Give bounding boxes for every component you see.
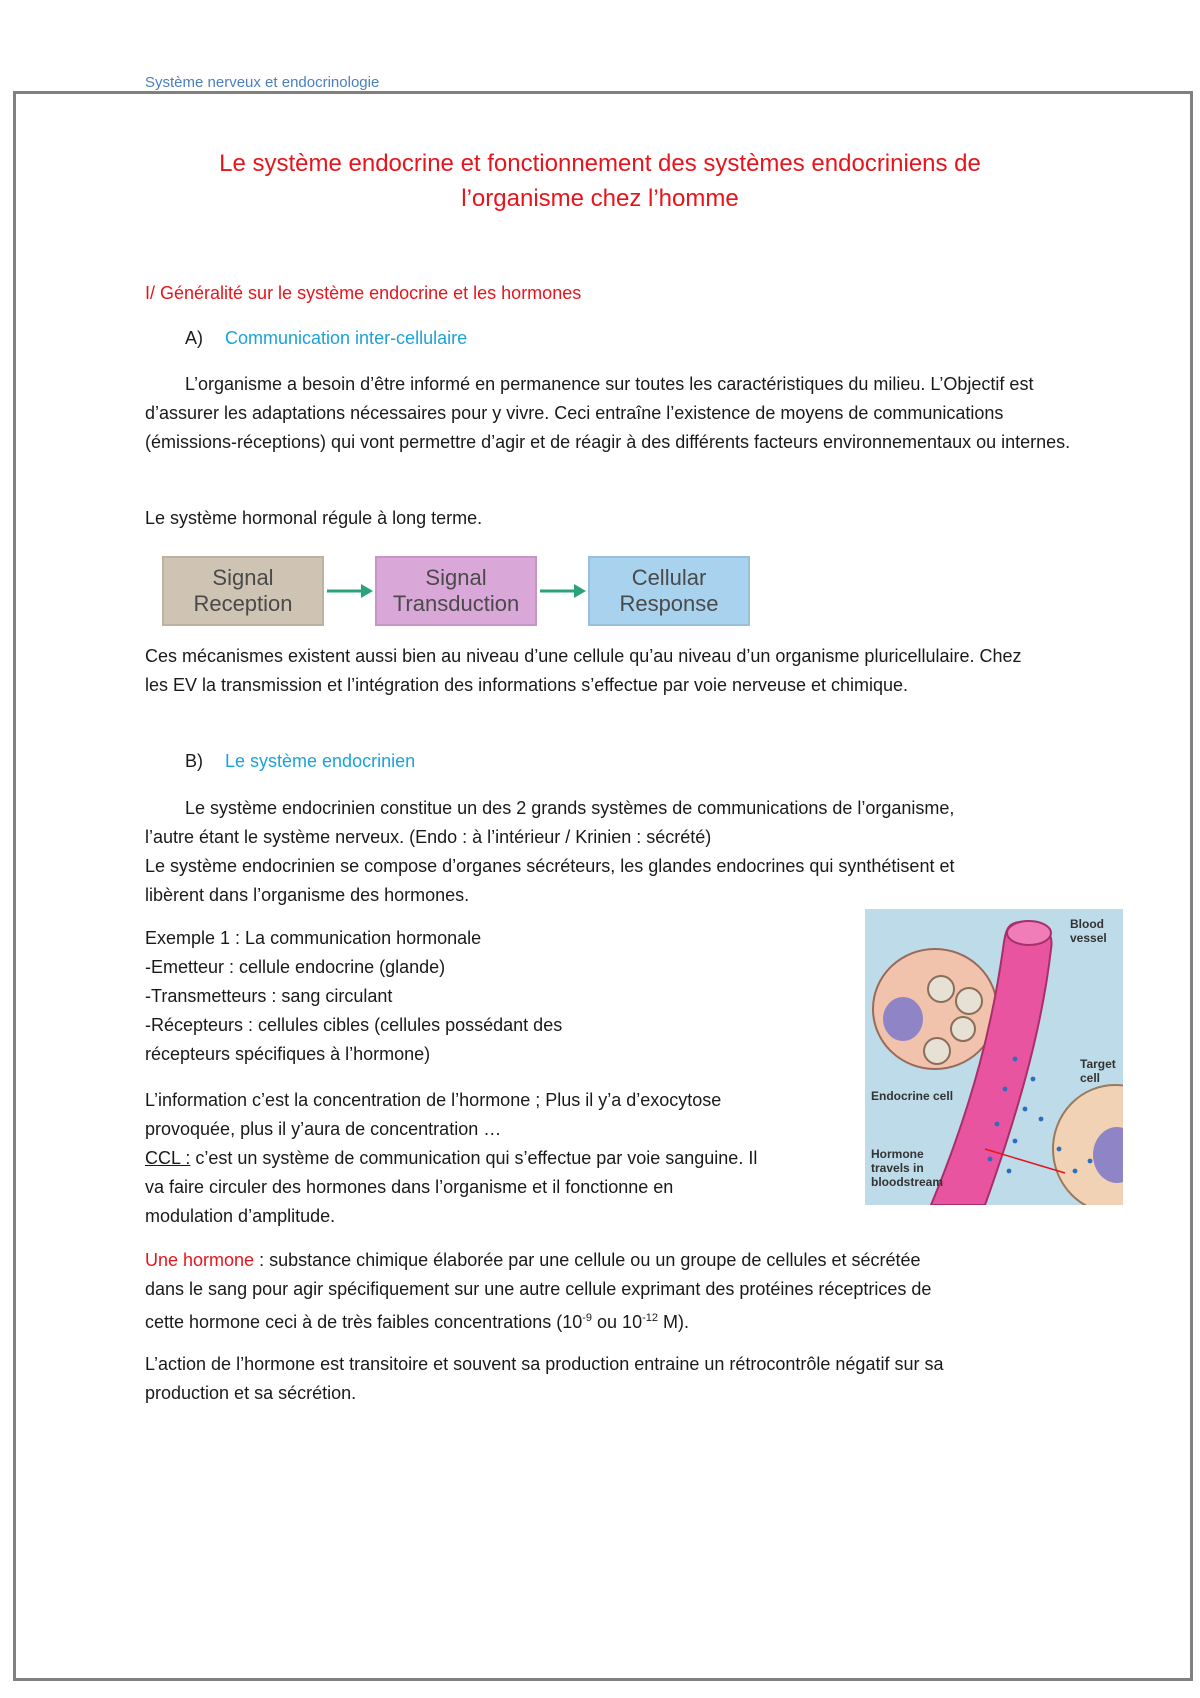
information-block [145, 1086, 865, 1231]
exponent: -12 [642, 1312, 658, 1324]
text-line: L’action de l’hormone est transitoire et souvent sa production entraine un rétrocontrôle négatif sur sa [145, 1354, 944, 1374]
example-item: -Transmetteurs : sang circulant [145, 986, 393, 1006]
signal-reception-box: Signal Reception [162, 556, 324, 626]
text-line: l’autre étant le système nerveux. (Endo : à l’intérieur / Krinien : sécrété) [145, 827, 712, 847]
example-item: -Récepteurs : cellules cibles (cellules possédant des [145, 1015, 563, 1035]
text-fragment: cette hormone ceci à de très faibles concentrations (10 [145, 1312, 583, 1332]
subsection-a-title: Communication inter-cellulaire [225, 328, 468, 348]
figure-label-target-cell: Target cell [1080, 1057, 1116, 1085]
paragraph-endocrine-system [145, 794, 1085, 910]
page-title [100, 146, 1100, 216]
signal-transduction-box: Signal Transduction [375, 556, 537, 626]
cellular-response-box: Cellular Response [588, 556, 750, 626]
example-item: -Emetteur : cellule endocrine (glande) [145, 957, 446, 977]
paragraph-hormonal-regulation: Le système hormonal régule à long terme. [145, 508, 483, 528]
title-line-1: Le système endocrine et fonctionnement des systèmes endocriniens de [219, 150, 981, 177]
figure-label-blood-vessel: Blood vessel [1070, 917, 1107, 945]
exponent: -9 [582, 1312, 593, 1324]
figure-label-hormone: Hormone travels in bloodstream [871, 1147, 944, 1189]
running-header: Système nerveux et endocrinologie [145, 74, 380, 91]
title-line-2: l’organisme chez l’homme [461, 185, 739, 212]
hormone-definition [145, 1246, 1095, 1337]
hormone-transport-figure [865, 909, 1123, 1205]
text-fragment: M). [657, 1312, 689, 1332]
text-line: Le système endocrinien constitue un des 2 grands systèmes de communications de l’organisme, [185, 798, 955, 818]
paragraph-communication: L’organisme a besoin d’être informé en permanence sur toutes les caractéristiques du milieu. L’Objectif est d’assurer les adaptations nécessaires pour y vivre. Ceci entraîne l’existence de moyens de communications (émissions-réceptions) qui vont permettre d’agir et de réagir à des différents facteurs environnementaux ou internes. [145, 374, 1071, 452]
text-line: va faire circuler des hormones dans l’organisme et il fonctionne en [145, 1177, 674, 1197]
hormone-definition-text: : substance chimique élaborée par une cellule ou un groupe de cellules et sécrétée [254, 1250, 921, 1270]
subsection-b-title: Le système endocrinien [225, 751, 416, 771]
section-heading-1: I/ Généralité sur le système endocrine et les hormones [145, 283, 582, 303]
hormone-action [145, 1350, 1095, 1408]
subsection-a-heading [185, 328, 467, 349]
subsection-b-label: B) [185, 751, 203, 771]
text-line: L’information c’est la concentration de l’hormone ; Plus il y’a d’exocytose [145, 1090, 722, 1110]
text-line: dans le sang pour agir spécifiquement sur une autre cellule exprimant des protéines réceptrices de [145, 1279, 932, 1299]
arrow-icon [538, 582, 588, 600]
text-line: Le système endocrinien se compose d’organes sécréteurs, les glandes endocrines qui synthétisent et [145, 856, 955, 876]
ccl-text: c’est un système de communication qui s’effectue par voie sanguine. Il [190, 1148, 758, 1168]
figure-label-endocrine-cell: Endocrine cell [871, 1089, 954, 1103]
arrow-icon [325, 582, 375, 600]
signal-diagram [162, 556, 752, 626]
example-block [145, 924, 845, 1069]
text-line: modulation d’amplitude. [145, 1206, 336, 1226]
text-line [145, 1246, 1095, 1275]
subsection-a-label: A) [185, 328, 203, 348]
example-title: Exemple 1 : La communication hormonale [145, 928, 482, 948]
text-line [145, 1144, 865, 1173]
ccl-label: CCL : [145, 1148, 191, 1168]
text-line: production et sa sécrétion. [145, 1383, 357, 1403]
hormone-term: Une hormone [145, 1250, 255, 1270]
text-line: provoquée, plus il y’aura de concentration … [145, 1119, 502, 1139]
subsection-b-heading [185, 751, 415, 772]
text-fragment: ou 10 [592, 1312, 643, 1332]
paragraph-mechanisms: Ces mécanismes existent aussi bien au niveau d’une cellule qu’au niveau d’un organisme pluricellulaire. Chez les EV la transmission et l’intégration des informations s’effectue par voie nerveuse et chimique. [145, 646, 1022, 695]
example-item: récepteurs spécifiques à l’hormone) [145, 1044, 431, 1064]
text-line: libèrent dans l’organisme des hormones. [145, 885, 470, 905]
text-line [145, 1304, 1095, 1337]
